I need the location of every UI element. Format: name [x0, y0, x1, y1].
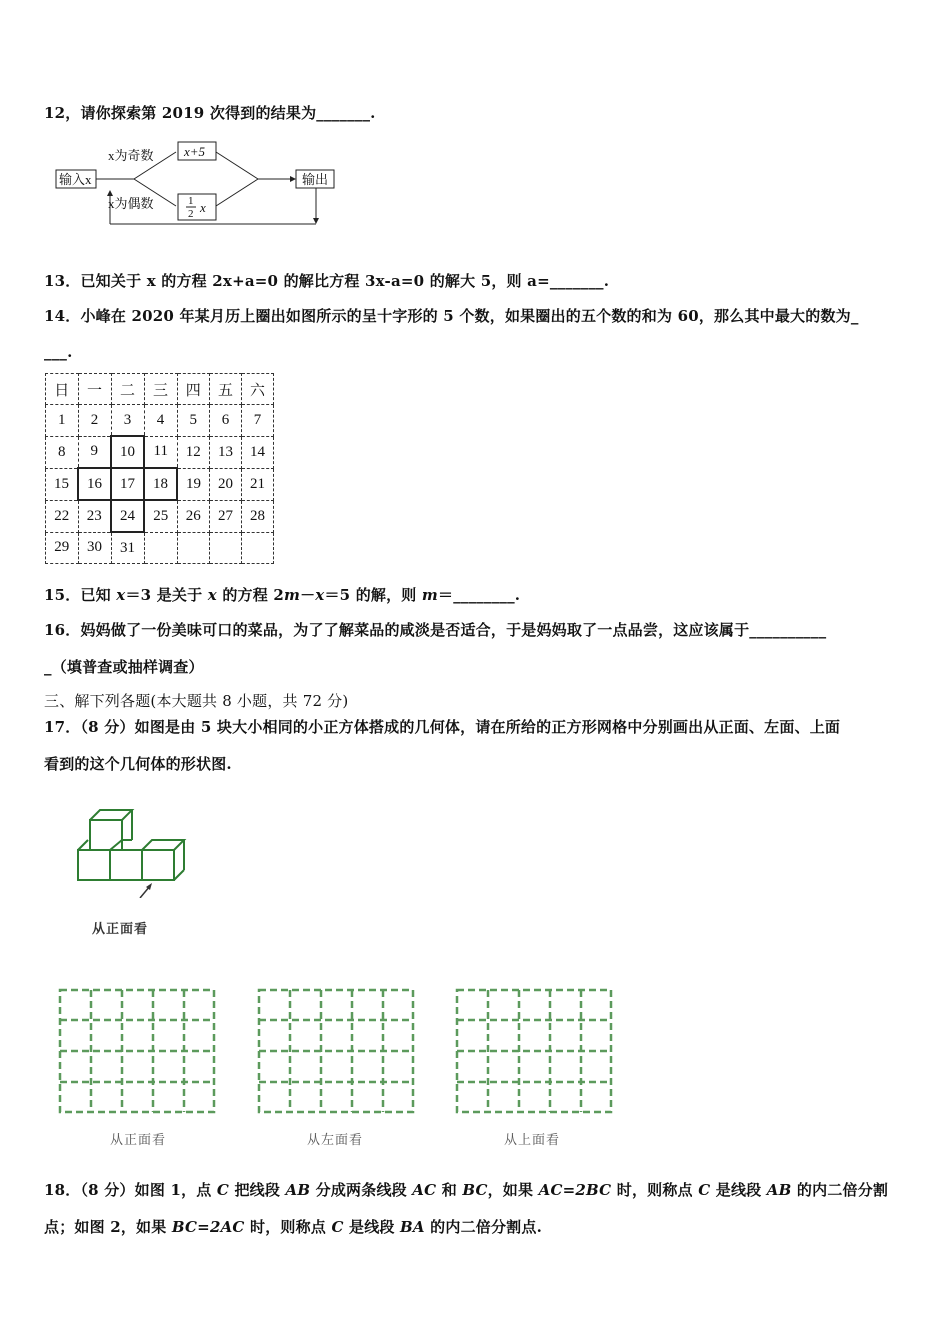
- q18-line2: 点；如图 2，如果 BC=2AC 时，则称点 C 是线段 BA 的内二倍分割点.: [44, 1218, 542, 1236]
- flow-even-var: x: [200, 200, 206, 215]
- calendar: [45, 373, 274, 564]
- calendar-header: 六: [242, 374, 274, 405]
- calendar-cell: 1: [46, 405, 79, 437]
- calendar-row: [46, 500, 274, 532]
- answer-grid-left: [257, 988, 417, 1116]
- q13-text: 13．已知关于 x 的方程 2x+a=0 的解比方程 3x-a=0 的解大 5，则 a=_______.: [44, 272, 610, 290]
- q18-line1: 18．（8 分）如图 1，点 C 把线段 AB 分成两条线段 AC 和 BC，如果 AC=2BC 时，则称点 C 是线段 AB 的内二倍分割: [44, 1181, 889, 1199]
- calendar-header: 三: [144, 374, 177, 405]
- calendar-cell: 3: [111, 405, 144, 437]
- flow-odd-label: x为奇数: [108, 148, 154, 163]
- calendar-cell-circled: 10: [111, 436, 144, 468]
- calendar-cell-circled: 18: [144, 468, 177, 500]
- grid-caption-top: 从上面看: [504, 1133, 561, 1148]
- calendar-cell: 25: [144, 500, 177, 532]
- calendar-header: 二: [111, 374, 144, 405]
- calendar-row: [46, 405, 274, 437]
- calendar-header: 四: [177, 374, 210, 405]
- calendar-cell: 6: [210, 405, 242, 437]
- q12-text: 12，请你探索第 2019 次得到的结果为_______.: [44, 104, 376, 122]
- calendar-cell-circled: 24: [111, 500, 144, 532]
- calendar-cell: 14: [242, 436, 274, 468]
- calendar-row: [46, 468, 274, 500]
- calendar-header: 日: [46, 374, 79, 405]
- q14-line1: 14．小峰在 2020 年某月历上圈出如图所示的呈十字形的 5 个数，如果圈出的五个数的和为 60，那么其中最大的数为_: [44, 307, 859, 325]
- answer-grid-top: [455, 988, 615, 1116]
- flow-odd-op: x+5: [184, 144, 206, 159]
- figure-caption: 从正面看: [92, 922, 149, 937]
- calendar-cell: 21: [242, 468, 274, 500]
- calendar-cell: 13: [210, 436, 242, 468]
- q14-line2: ___.: [44, 343, 73, 361]
- answer-grid-front: [58, 988, 218, 1116]
- calendar-row: [46, 532, 274, 564]
- calendar-cell: 29: [46, 532, 79, 564]
- calendar-row: [46, 436, 274, 468]
- calendar-cell: 15: [46, 468, 79, 500]
- calendar-cell: [144, 532, 177, 564]
- calendar-header: 一: [78, 374, 111, 405]
- calendar-cell: 9: [78, 436, 111, 468]
- flow-even-num: 1: [188, 195, 194, 207]
- q17-line2: 看到的这个几何体的形状图.: [44, 755, 232, 773]
- section-heading: 三、解下列各题(本大题共 8 小题，共 72 分): [44, 692, 349, 710]
- flow-input-label: 输入x: [59, 172, 92, 187]
- cube-figure: [70, 798, 200, 898]
- calendar-header-row: [46, 374, 274, 405]
- calendar-cell: 22: [46, 500, 79, 532]
- calendar-cell: 27: [210, 500, 242, 532]
- calendar-cell: 28: [242, 500, 274, 532]
- calendar-cell: [177, 532, 210, 564]
- grid-caption-front: 从正面看: [110, 1133, 167, 1148]
- calendar-cell-circled: 17: [111, 468, 144, 500]
- q16-line2: _（填普查或抽样调查）: [44, 658, 204, 676]
- flow-even-den: 2: [188, 208, 194, 220]
- calendar-cell: 2: [78, 405, 111, 437]
- calendar-cell-circled: 16: [78, 468, 111, 500]
- q17-line1: 17．（8 分）如图是由 5 块大小相同的小正方体搭成的几何体，请在所给的正方形网格中分别画出从正面、左面、上面: [44, 718, 841, 736]
- calendar-cell: 19: [177, 468, 210, 500]
- calendar-cell: 5: [177, 405, 210, 437]
- q15-text: 15．已知 x＝3 是关于 x 的方程 2m－x＝5 的解，则 m＝________.: [44, 586, 521, 604]
- grid-caption-left: 从左面看: [307, 1133, 364, 1148]
- calendar-cell: 30: [78, 532, 111, 564]
- calendar-cell: 8: [46, 436, 79, 468]
- calendar-cell: 12: [177, 436, 210, 468]
- calendar-cell: [242, 532, 274, 564]
- calendar-cell: 20: [210, 468, 242, 500]
- q12-flowchart: [50, 136, 350, 232]
- calendar-cell: 4: [144, 405, 177, 437]
- calendar-cell: 26: [177, 500, 210, 532]
- calendar-cell: 31: [111, 532, 144, 564]
- flow-even-label: x为偶数: [108, 196, 154, 211]
- calendar-cell: 7: [242, 405, 274, 437]
- q16-line1: 16．妈妈做了一份美味可口的菜品，为了了解菜品的咸淡是否适合，于是妈妈取了一点品尝，这应该属于__________: [44, 621, 827, 639]
- calendar-cell: 11: [144, 436, 177, 468]
- flow-output-label: 输出: [302, 172, 329, 187]
- flow-even-box: [178, 194, 216, 220]
- calendar-cell: [210, 532, 242, 564]
- calendar-header: 五: [210, 374, 242, 405]
- calendar-cell: 23: [78, 500, 111, 532]
